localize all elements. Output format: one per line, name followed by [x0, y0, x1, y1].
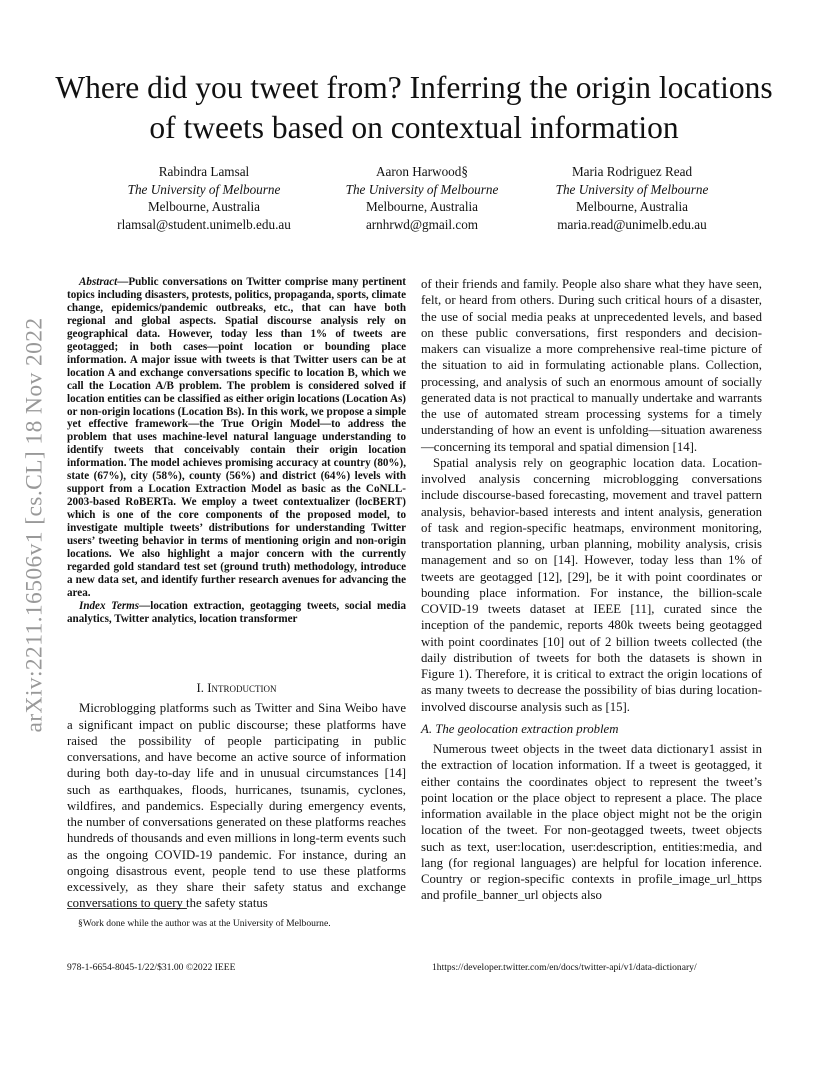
intro-column [67, 674, 406, 912]
paper-title: Where did you tweet from? Inferring the origin locations of tweets based on contextual information [55, 70, 773, 145]
abstract-text: —Public conversations on Twitter comprise many pertinent topics including disasters, protests, politics, propaganda, sports, climate change, epidemics/pandemic outbreaks, etc., that can have both regional and global aspects. Spatial discourse analysis rely on geographical data. However, today less than 1% of tweets are geotagged; in both cases—point location or bounding place information. A major issue with tweets is that Twitter users can be at location A and exchange conversations specific to location B, which we call the Location A/B problem. The problem is considered solved if location entities can be classified as either origin locations (Location As) or non-origin locations (Location Bs). In this work, we propose a simple yet effective framework—the True Origin Model—to address the problem that uses machine-level natural language understanding to identify tweets that conceivably contain their origin location information. The model achieves promising accuracy at country (80%), state (67%), city (58%), county (56%) and district (64%) levels with support from a Location Extraction Model as basic as the CoNLL-2003-based RoBERTa. We employ a tweet contextualizer (locBERT) which is one of the core components of the proposed model, to investigate multiple tweets’ distributions for understanding Twitter users’ tweeting behavior in terms of mentioning origin and non-origin locations. We also highlight a major concern with the currently regarded gold standard test set (ground truth) methodology, introduce a new data set, and identify further research avenues for advancing the area. [67, 276, 406, 599]
author-email: arnhrwd@gmail.com [365, 216, 479, 232]
paragraph-3: Numerous tweet objects in the tweet data dictionary1 assist in the extraction of location information. If a tweet is geotagged, it either contains the coordinates object to represent the tweet’s point location or the place object to represent a place. The place information available in the place object might not be the origin location of the tweet. For non-geotagged tweets, tweet objects such as text, user:location, user:description, entities:media, and lang (for regional languages) are helpful for location inference. Country or region-specific contexts in profile_image_url_https and profile_banner_url objects also [421, 742, 762, 903]
footnote-rule [67, 908, 187, 909]
author-name: Rabindra Lamsal [158, 164, 250, 179]
footnote-right: 1https://developer.twitter.com/en/docs/twitter-api/v1/data-dictionary/ [432, 962, 697, 973]
section-heading [67, 680, 406, 696]
author-affiliation: The University of Melbourne [345, 181, 499, 197]
author-affiliation: The University of Melbourne [127, 181, 281, 197]
author-block-2 [322, 163, 522, 233]
author-location: Melbourne, Australia [147, 199, 261, 214]
index-terms [67, 600, 406, 626]
arxiv-sidebar [20, 285, 50, 765]
footnote-left: §Work done while the author was at the University of Melbourne. [78, 918, 331, 929]
author-location: Melbourne, Australia [365, 199, 479, 214]
intro-paragraph: Microblogging platforms such as Twitter and Sina Weibo have a significant impact on public discourse; these platforms have raised the possibility of people participating in public conversations, and have become an active source of information during both day-to-day life and in unusual circumstances [14] such as earthquakes, floods, hurricanes, tsunamis, cyclones, wildfires, and pandemics. Especially during emergency events, the number of conversations generated on these platforms reaches hundreds of thousands and even millions in long-term events such as the ongoing COVID-19 pandemic. For instance, during an ongoing disastrous event, people tend to use these platforms excessively, as they share their safety status and exchange conversations to query the safety status [67, 701, 406, 911]
section-numeral: I. [196, 681, 208, 695]
author-block-1 [104, 163, 304, 233]
index-terms-label: Index Terms [79, 599, 140, 612]
paragraph-2: Spatial analysis rely on geographic location data. Location-involved analysis concerning microblogging conversations include discourse-based forecasting, movement and travel pattern analysis, behavior-based interests and intent analysis, generation of task and region-specific heatmaps, environment monitoring, transportation planning, urban planning, mobility analysis, crisis management and so on [14]. However, today less than 1% of tweets are geotagged [12], [29], be it with point coordinates or bounding place information. For instance, the billion-scale COVID-19 tweets dataset at IEEE [11], curated since the inception of the pandemic, reports 480k tweets being geotagged with point coordinates [10] out of 2 billion tweets collected (the daily distribution of tweets for both the datasets is shown in Figure 1). Therefore, it is critical to extract the origin locations of as many tweets to decrease the possibility of bias during location-involved discourse analysis such as [15]. [421, 455, 762, 714]
footer-copyright: 978-1-6654-8045-1/22/$31.00 ©2022 IEEE [67, 962, 236, 973]
author-affiliation: The University of Melbourne [555, 181, 709, 197]
arxiv-identifier: arXiv:2211.16506v1 [cs.CL] 18 Nov 2022 [21, 317, 48, 733]
author-name: Aaron Harwood§ [376, 164, 468, 179]
section-title: Introduction [207, 681, 277, 695]
author-email: maria.read@unimelb.edu.au [557, 216, 707, 232]
paragraph-1: of their friends and family. People also share what they have seen, felt, or heard from others. During such critical hours of a disaster, the use of social media peaks at unprecedented levels, and based on these public conversations, first responders and decision-makers can visualize a more comprehensive real-time picture of the situation to aid in formulating actionable plans. Collection, processing, and analysis of such an enormous amount of socially generated data is not practical to manually undertake and warrants the use of automated stream processing systems for a timely understanding of how an event is unfolding—situation awareness—concerning its temporal and spatial dimension [14]. [421, 277, 762, 454]
right-column [421, 276, 762, 904]
index-terms-text: —location extraction, geotagging tweets, social media analytics, Twitter analytics, location transformer [67, 599, 406, 625]
author-block-3 [532, 163, 732, 233]
abstract [67, 276, 406, 600]
author-location: Melbourne, Australia [575, 199, 689, 214]
author-email: rlamsal@student.unimelb.edu.au [117, 216, 291, 232]
author-name: Maria Rodriguez Read [571, 164, 693, 179]
abstract-column [67, 276, 406, 626]
abstract-label: Abstract [79, 276, 118, 288]
subsection-heading: A. The geolocation extraction problem [421, 721, 619, 736]
